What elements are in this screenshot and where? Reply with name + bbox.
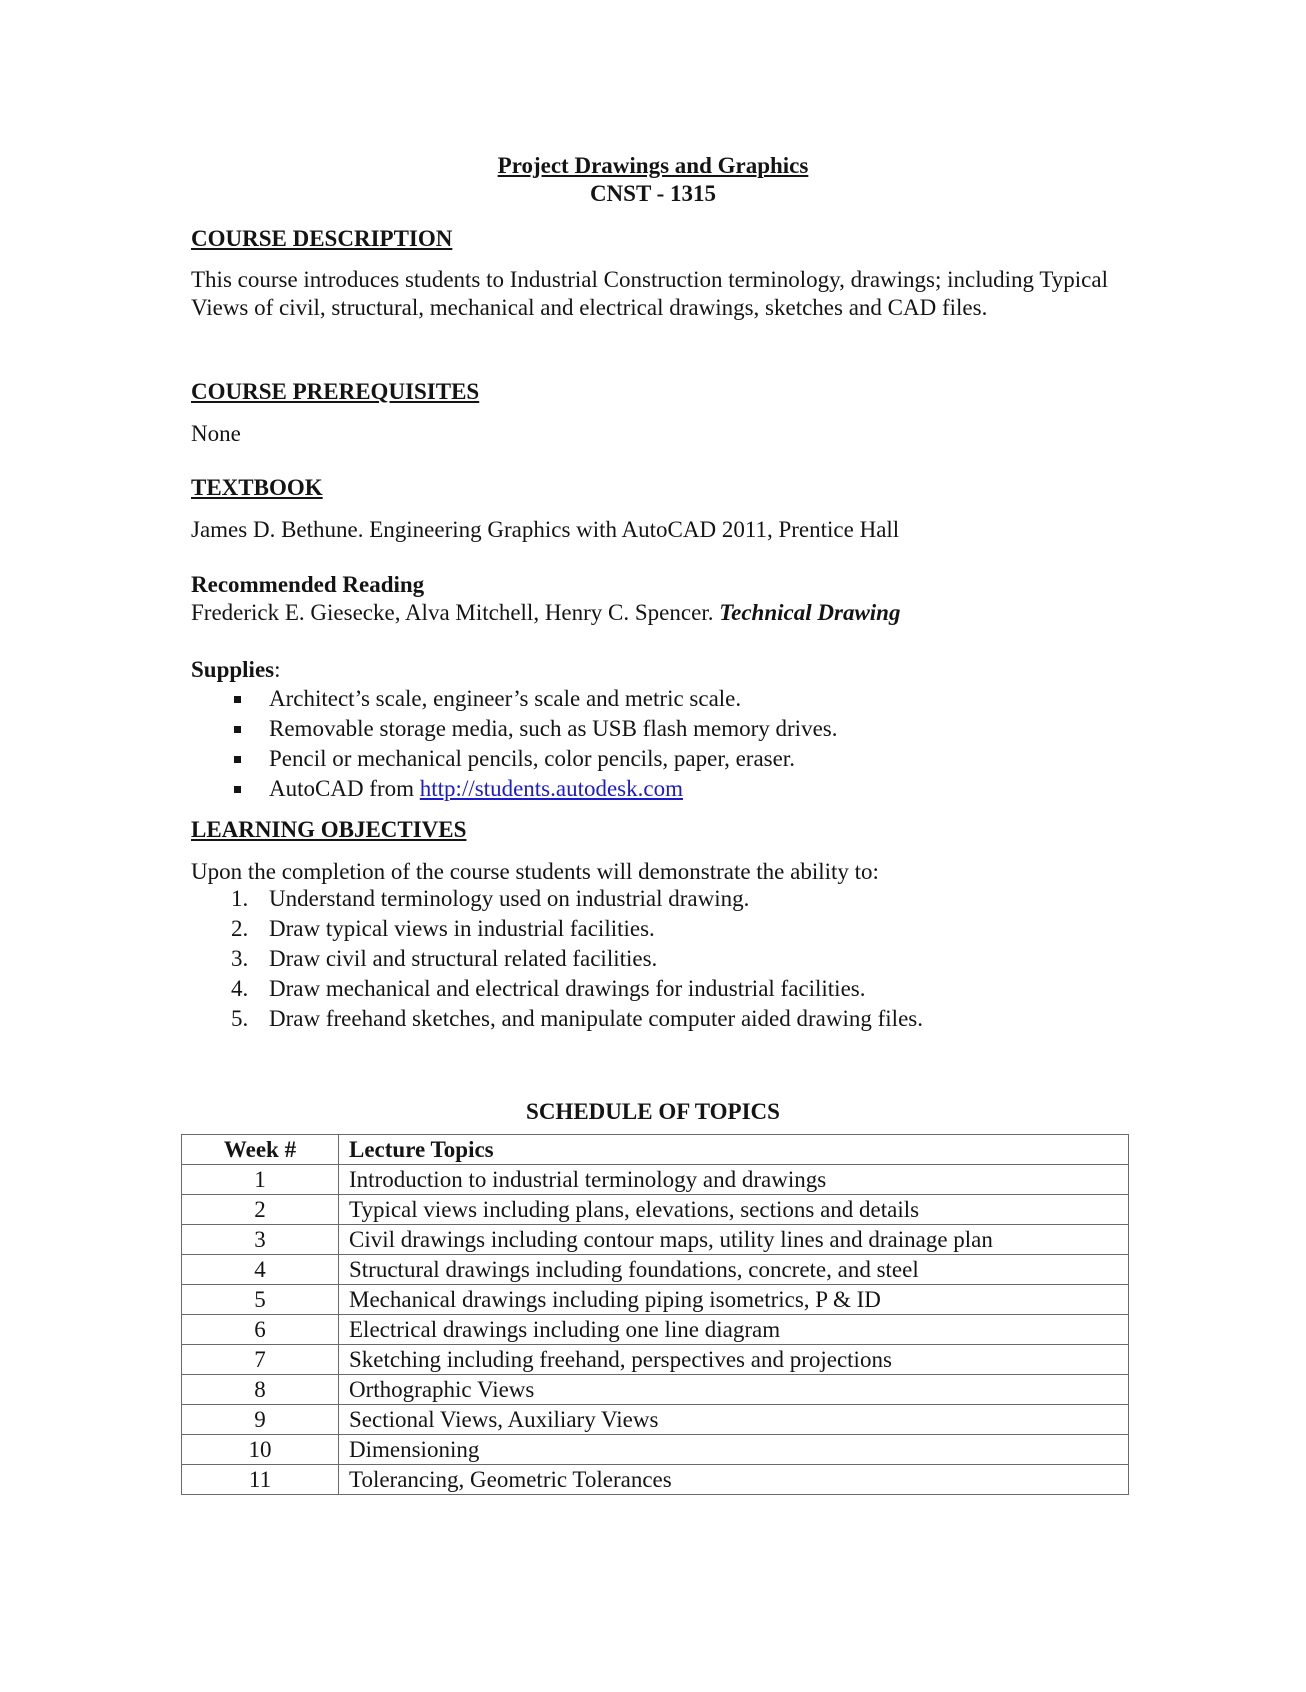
recommended-reading-authors: Frederick E. Giesecke, Alva Mitchell, Henry C. Spencer. <box>191 600 714 625</box>
table-header-row <box>182 1135 1129 1165</box>
bullet-icon <box>234 726 241 733</box>
learning-objectives-list <box>191 884 1131 1034</box>
recommended-reading-heading: Recommended Reading <box>191 572 425 597</box>
course-prerequisites-heading: COURSE PREREQUISITES <box>191 379 480 404</box>
table-row: 9 Sectional Views, Auxiliary Views <box>182 1405 1129 1435</box>
bullet-icon <box>234 786 241 793</box>
course-description-text: This course introduces students to Industrial Construction terminology, drawings; including Typical Views of civil, structural, mechanical and electrical drawings, sketches and CAD files. <box>191 267 1108 320</box>
table-row: 4 Structural drawings including foundations, concrete, and steel <box>182 1255 1129 1285</box>
textbook-heading: TEXTBOOK <box>191 475 323 500</box>
table-row: 2 Typical views including plans, elevations, sections and details <box>182 1195 1129 1225</box>
list-item: Removable storage media, such as USB flash memory drives. <box>191 714 1131 744</box>
list-item: 3. Draw civil and structural related facilities. <box>231 946 658 971</box>
learning-objectives-intro: Upon the completion of the course students will demonstrate the ability to: <box>191 859 879 884</box>
table-row: 11 Tolerancing, Geometric Tolerances <box>182 1465 1129 1495</box>
course-name-title: Project Drawings and Graphics <box>497 153 809 178</box>
table-row: 6 Electrical drawings including one line diagram <box>182 1315 1129 1345</box>
course-description-heading: COURSE DESCRIPTION <box>191 226 453 251</box>
list-item: 5. Draw freehand sketches, and manipulate computer aided drawing files. <box>231 1006 923 1031</box>
list-item: 4. Draw mechanical and electrical drawings for industrial facilities. <box>231 976 866 1001</box>
course-code-title: CNST - 1315 <box>589 181 717 206</box>
week-column-header: Week # <box>182 1135 339 1165</box>
bullet-icon <box>234 756 241 763</box>
title-block <box>0 152 1306 208</box>
table-row: 3 Civil drawings including contour maps, utility lines and drainage plan <box>182 1225 1129 1255</box>
list-item: 2. Draw typical views in industrial facilities. <box>231 916 655 941</box>
recommended-reading-title: Technical Drawing <box>719 600 901 625</box>
table-row: 8 Orthographic Views <box>182 1375 1129 1405</box>
course-prerequisites-text: None <box>191 421 241 446</box>
table-row: 10 Dimensioning <box>182 1435 1129 1465</box>
learning-objectives-heading: LEARNING OBJECTIVES <box>191 817 467 842</box>
list-item: 1. Understand terminology used on industrial drawing. <box>231 886 750 911</box>
table-row: 1 Introduction to industrial terminology and drawings <box>182 1165 1129 1195</box>
bullet-icon <box>234 696 241 703</box>
topics-column-header: Lecture Topics <box>339 1135 1129 1165</box>
schedule-table <box>181 1134 1129 1495</box>
recommended-reading-text <box>191 599 1131 627</box>
schedule-heading: SCHEDULE OF TOPICS <box>526 1099 780 1124</box>
supplies-colon: : <box>274 657 281 682</box>
textbook-text: James D. Bethune. Engineering Graphics with AutoCAD 2011, Prentice Hall <box>191 517 900 542</box>
list-item: Architect’s scale, engineer’s scale and metric scale. <box>191 684 1131 714</box>
autodesk-link[interactable]: http://students.autodesk.com <box>419 776 683 801</box>
supplies-heading: Supplies <box>191 657 275 682</box>
list-item: AutoCAD from http://students.autodesk.com <box>191 774 1131 804</box>
table-row: 7 Sketching including freehand, perspectives and projections <box>182 1345 1129 1375</box>
table-row: 5 Mechanical drawings including piping isometrics, P & ID <box>182 1285 1129 1315</box>
schedule-rows <box>182 1165 1129 1495</box>
supplies-list <box>191 684 1131 804</box>
supplies-heading-line <box>191 656 1131 684</box>
list-item: Pencil or mechanical pencils, color pencils, paper, eraser. <box>191 744 1131 774</box>
